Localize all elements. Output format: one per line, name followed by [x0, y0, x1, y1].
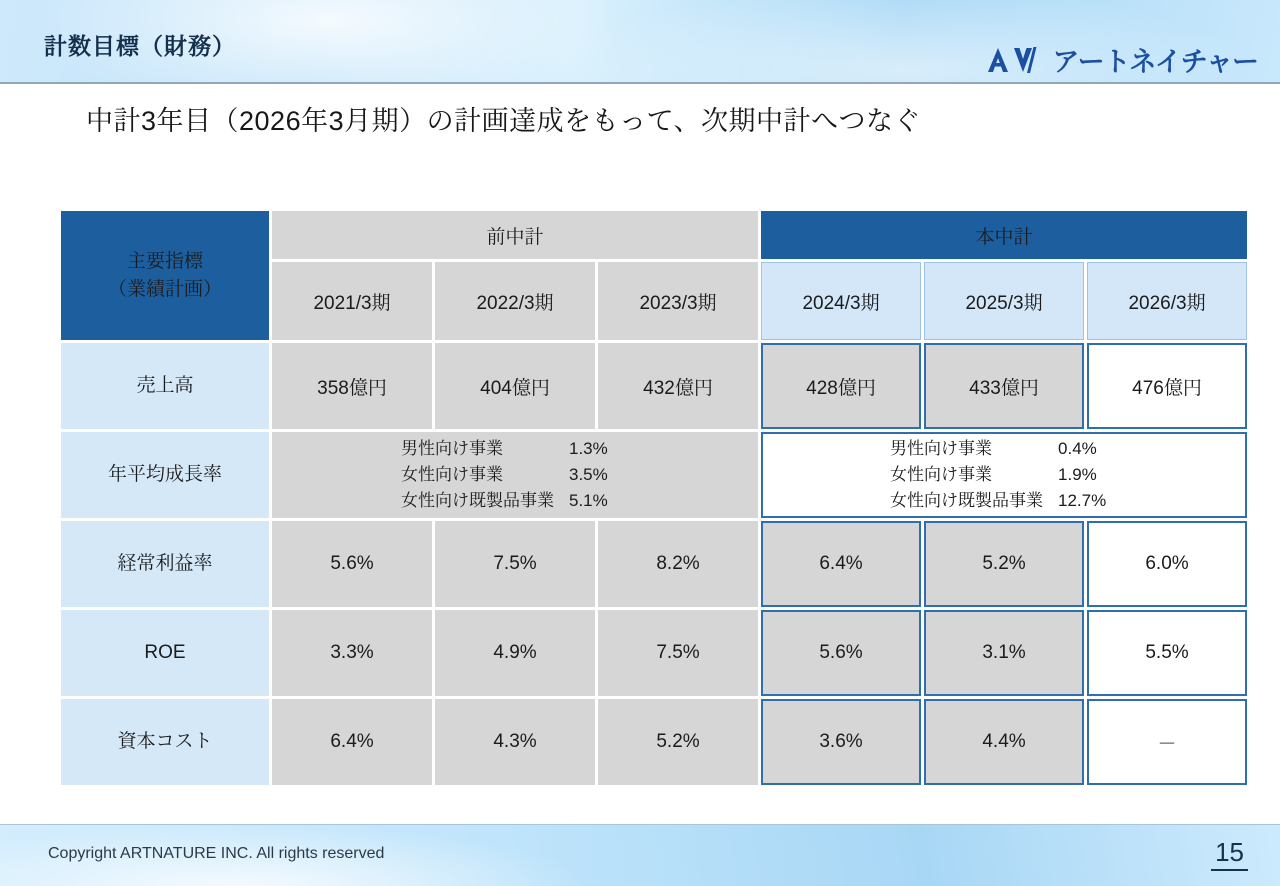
cell-roe-2024: 5.6% [761, 610, 921, 696]
cagr-item [401, 436, 629, 462]
cell-coc-2024: 3.6% [761, 699, 921, 785]
cagr-prev-value-0: 1.3% [569, 439, 608, 459]
cagr-item [401, 488, 629, 514]
company-logo [984, 40, 1258, 79]
table-row [61, 432, 1247, 518]
label-header-line1: 主要指標 [126, 250, 203, 272]
cell-oir-2026: 6.0% [1087, 521, 1247, 607]
cell-revenue-2023: 432億円 [598, 343, 758, 429]
table-corner-label [61, 211, 269, 340]
cell-roe-2026: 5.5% [1087, 610, 1247, 696]
page-number: 15 [1211, 837, 1248, 871]
cagr-cur-value-0: 0.4% [1058, 439, 1097, 459]
page-title: 計数目標（財務） [44, 33, 236, 59]
row-label-roe: ROE [61, 610, 269, 696]
cagr-cur-value-2: 12.7% [1058, 490, 1107, 510]
year-header-2025: 2025/3期 [924, 262, 1084, 340]
group-header-previous: 前中計 [272, 211, 758, 259]
cell-oir-2024: 6.4% [761, 521, 921, 607]
cell-coc-2023: 5.2% [598, 699, 758, 785]
cell-roe-2021: 3.3% [272, 610, 432, 696]
cell-oir-2023: 8.2% [598, 521, 758, 607]
cagr-cur-name-0: 男性向け事業 [890, 439, 993, 459]
cell-oir-2022: 7.5% [435, 521, 595, 607]
row-label-cost-of-capital: 資本コスト [61, 699, 269, 785]
cagr-item [890, 488, 1118, 514]
kpi-table [58, 208, 1250, 788]
table-row [61, 610, 1247, 696]
row-label-revenue: 売上高 [61, 343, 269, 429]
copyright-text: Copyright ARTNATURE INC. All rights reserved [48, 845, 385, 862]
cell-cagr-previous [272, 432, 758, 518]
cell-revenue-2026: 476億円 [1087, 343, 1247, 429]
row-label-ordinary-income-ratio: 経常利益率 [61, 521, 269, 607]
cell-roe-2023: 7.5% [598, 610, 758, 696]
cell-oir-2025: 5.2% [924, 521, 1084, 607]
cell-coc-2026: － [1087, 699, 1247, 785]
logo-text: アートネイチャー [1052, 47, 1258, 77]
cagr-cur-name-1: 女性向け事業 [890, 465, 993, 485]
year-header-2022: 2022/3期 [435, 262, 595, 340]
cell-roe-2025: 3.1% [924, 610, 1084, 696]
cell-revenue-2022: 404億円 [435, 343, 595, 429]
cell-coc-2022: 4.3% [435, 699, 595, 785]
table-row [61, 343, 1247, 429]
cagr-item [890, 436, 1118, 462]
year-header-2021: 2021/3期 [272, 262, 432, 340]
artnature-av-mark-icon [984, 45, 1042, 75]
slide-footer [0, 824, 1280, 886]
table-header-group-row [61, 211, 1247, 259]
cagr-prev-name-2: 女性向け既製品事業 [401, 490, 554, 510]
slide-subtitle: 中計3年目（2026年3月期）の計画達成をもって、次期中計へつなぐ [86, 106, 922, 136]
cagr-item [890, 462, 1118, 488]
cagr-previous-list [401, 436, 629, 513]
year-header-2023: 2023/3期 [598, 262, 758, 340]
cagr-current-list [890, 436, 1118, 513]
cell-revenue-2021: 358億円 [272, 343, 432, 429]
cell-coc-2025: 4.4% [924, 699, 1084, 785]
cell-coc-2021: 6.4% [272, 699, 432, 785]
cagr-cur-name-2: 女性向け既製品事業 [890, 490, 1044, 510]
table-row [61, 699, 1247, 785]
cagr-item [401, 462, 629, 488]
cell-oir-2021: 5.6% [272, 521, 432, 607]
cagr-prev-value-2: 5.1% [569, 490, 608, 510]
cagr-prev-name-1: 女性向け事業 [401, 465, 503, 485]
group-header-current: 本中計 [761, 211, 1247, 259]
cell-cagr-current [761, 432, 1247, 518]
cell-roe-2022: 4.9% [435, 610, 595, 696]
cell-revenue-2025: 433億円 [924, 343, 1084, 429]
label-header-line2: （業績計画） [107, 278, 222, 300]
table-row [61, 521, 1247, 607]
cagr-prev-value-1: 3.5% [569, 465, 608, 485]
cagr-cur-value-1: 1.9% [1058, 465, 1097, 485]
year-header-2024: 2024/3期 [761, 262, 921, 340]
row-label-cagr: 年平均成長率 [61, 432, 269, 518]
year-header-2026: 2026/3期 [1087, 262, 1247, 340]
kpi-table-container [58, 208, 1216, 788]
cagr-prev-name-0: 男性向け事業 [401, 439, 503, 459]
cell-revenue-2024: 428億円 [761, 343, 921, 429]
slide-header [0, 0, 1280, 84]
